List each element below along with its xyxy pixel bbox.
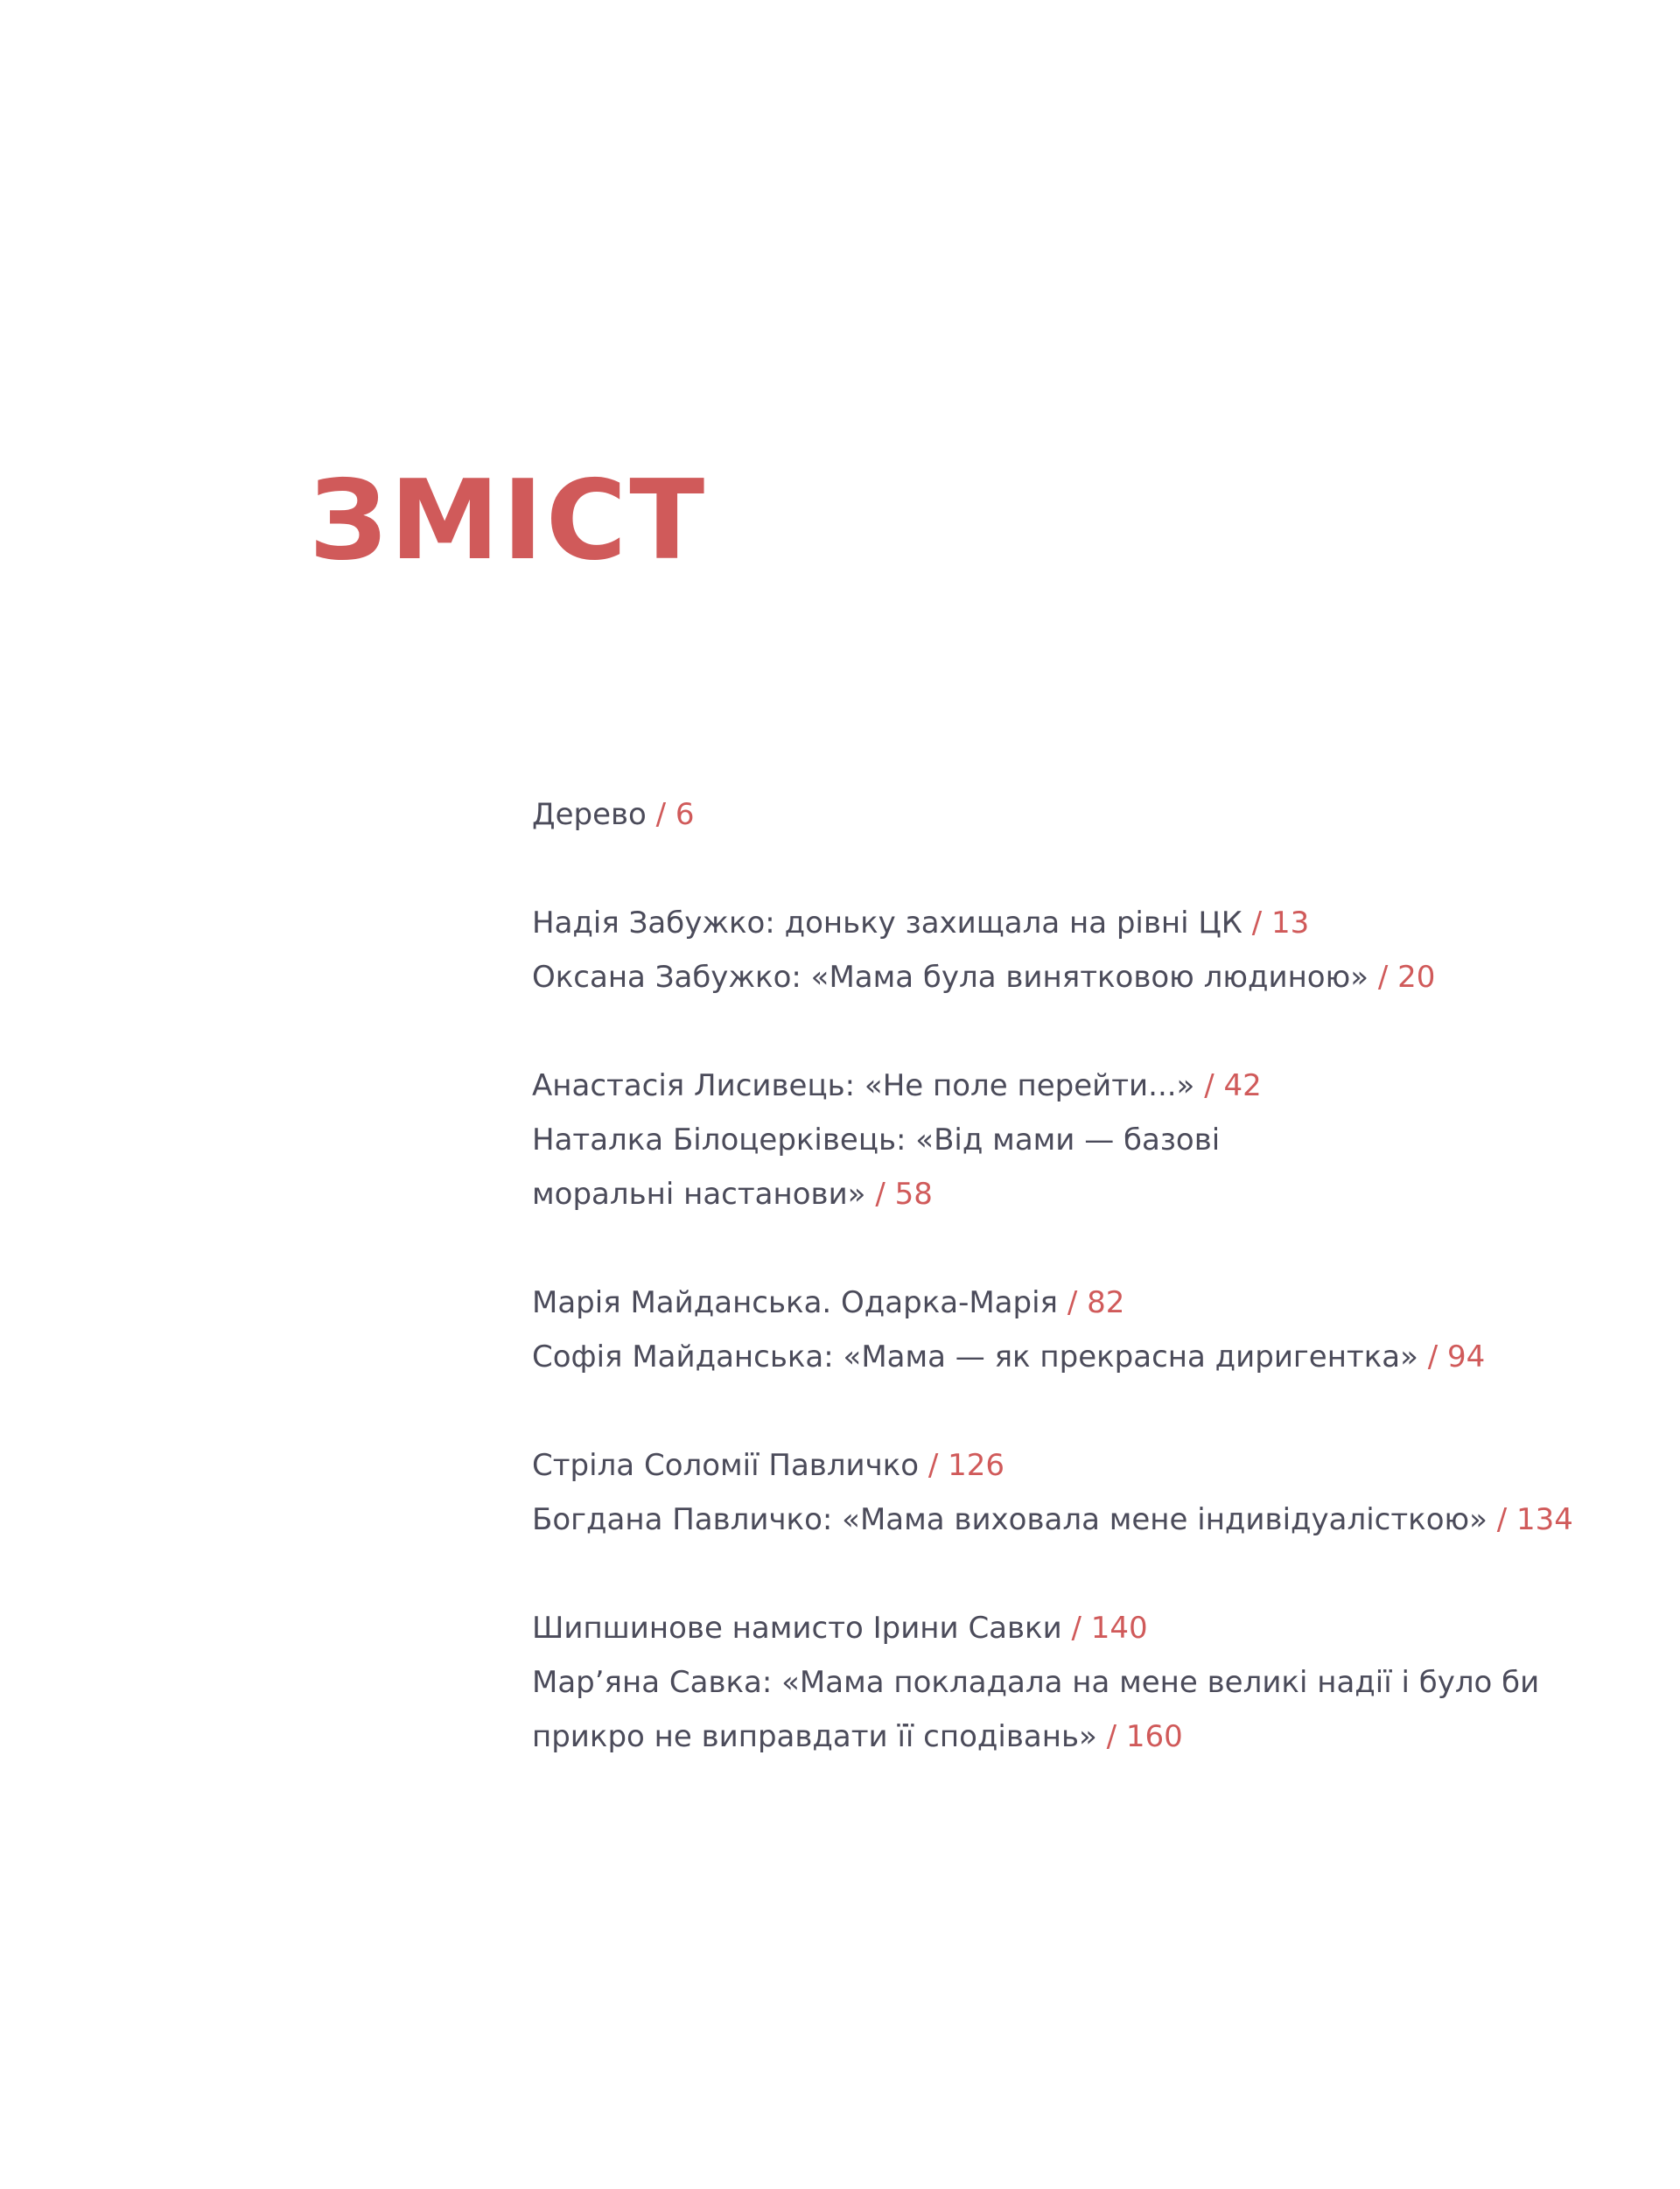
toc-entry-line [532, 1059, 1617, 1113]
toc-entry-title: Надія Забужко: доньку захищала на рівні ЦК [532, 906, 1242, 941]
toc-separator: / [1377, 960, 1389, 995]
toc-group [532, 1601, 1617, 1764]
toc-entry-title: Дерево [532, 797, 647, 832]
toc-page-number: 94 [1447, 1339, 1486, 1374]
toc-page-number: 58 [894, 1177, 933, 1212]
toc-separator: / [1204, 1068, 1214, 1103]
toc-page-number: 6 [675, 797, 695, 832]
toc-page-number: 126 [948, 1448, 1005, 1483]
toc-group [532, 896, 1617, 1004]
toc-separator: / [875, 1177, 886, 1212]
toc-entry-line [532, 950, 1617, 1004]
table-of-contents [532, 787, 1617, 1818]
toc-separator: / [655, 797, 667, 832]
toc-entry-line [532, 896, 1617, 950]
toc-separator: / [1427, 1339, 1438, 1374]
toc-entry-title: Анастасія Лисивець: «Не поле перейти...» [532, 1068, 1195, 1103]
toc-entry-title: Оксана Забужко: «Мама була винятковою людиною» [532, 960, 1369, 995]
toc-entry-title: Софія Майданська: «Мама — як прекрасна диригентка» [532, 1339, 1418, 1374]
toc-page-number: 134 [1516, 1502, 1573, 1537]
toc-entry-line [532, 1601, 1617, 1655]
page-title: ЗМІСТ [309, 456, 708, 584]
toc-entry-line [532, 1330, 1617, 1384]
toc-entry-line [532, 1438, 1617, 1493]
toc-entry-line [532, 1493, 1617, 1547]
toc-entry-line [532, 787, 1617, 842]
toc-separator: / [1251, 906, 1263, 941]
toc-group [532, 1059, 1617, 1221]
toc-page-number: 42 [1223, 1068, 1262, 1103]
toc-entry-line [532, 1113, 1617, 1167]
toc-page-number: 82 [1087, 1285, 1125, 1320]
toc-separator: / [928, 1448, 939, 1483]
toc-group [532, 1276, 1617, 1384]
toc-entry-title: Марія Майданська. Одарка-Марія [532, 1285, 1058, 1320]
toc-page-number: 160 [1125, 1719, 1183, 1754]
toc-separator: / [1067, 1285, 1078, 1320]
toc-group [532, 1438, 1617, 1547]
toc-entry-title: Богдана Павличко: «Мама виховала мене індивідуалісткою» [532, 1502, 1488, 1537]
toc-entry-title: Стріла Соломії Павличко [532, 1448, 920, 1483]
toc-entry-line [532, 1167, 1617, 1221]
toc-separator: / [1106, 1719, 1117, 1754]
toc-entry-title: Шипшинове намисто Ірини Савки [532, 1611, 1062, 1646]
toc-entry-title: Наталка Білоцерківець: «Від мами — базові [532, 1122, 1221, 1157]
toc-entry-line [532, 1655, 1617, 1710]
toc-entry-title: Мар’яна Савка: «Мама покладала на мене великі надії і було би [532, 1665, 1540, 1700]
toc-page-number: 140 [1090, 1611, 1148, 1646]
toc-entry-line [532, 1276, 1617, 1330]
toc-separator: / [1071, 1611, 1082, 1646]
toc-page-number: 13 [1271, 906, 1310, 941]
toc-entry-title: прикро не виправдати її сподівань» [532, 1719, 1097, 1754]
toc-entry-line [532, 1710, 1617, 1764]
toc-group [532, 787, 1617, 842]
toc-page-number: 20 [1397, 960, 1436, 995]
toc-entry-title: моральні настанови» [532, 1177, 866, 1212]
toc-separator: / [1496, 1502, 1508, 1537]
